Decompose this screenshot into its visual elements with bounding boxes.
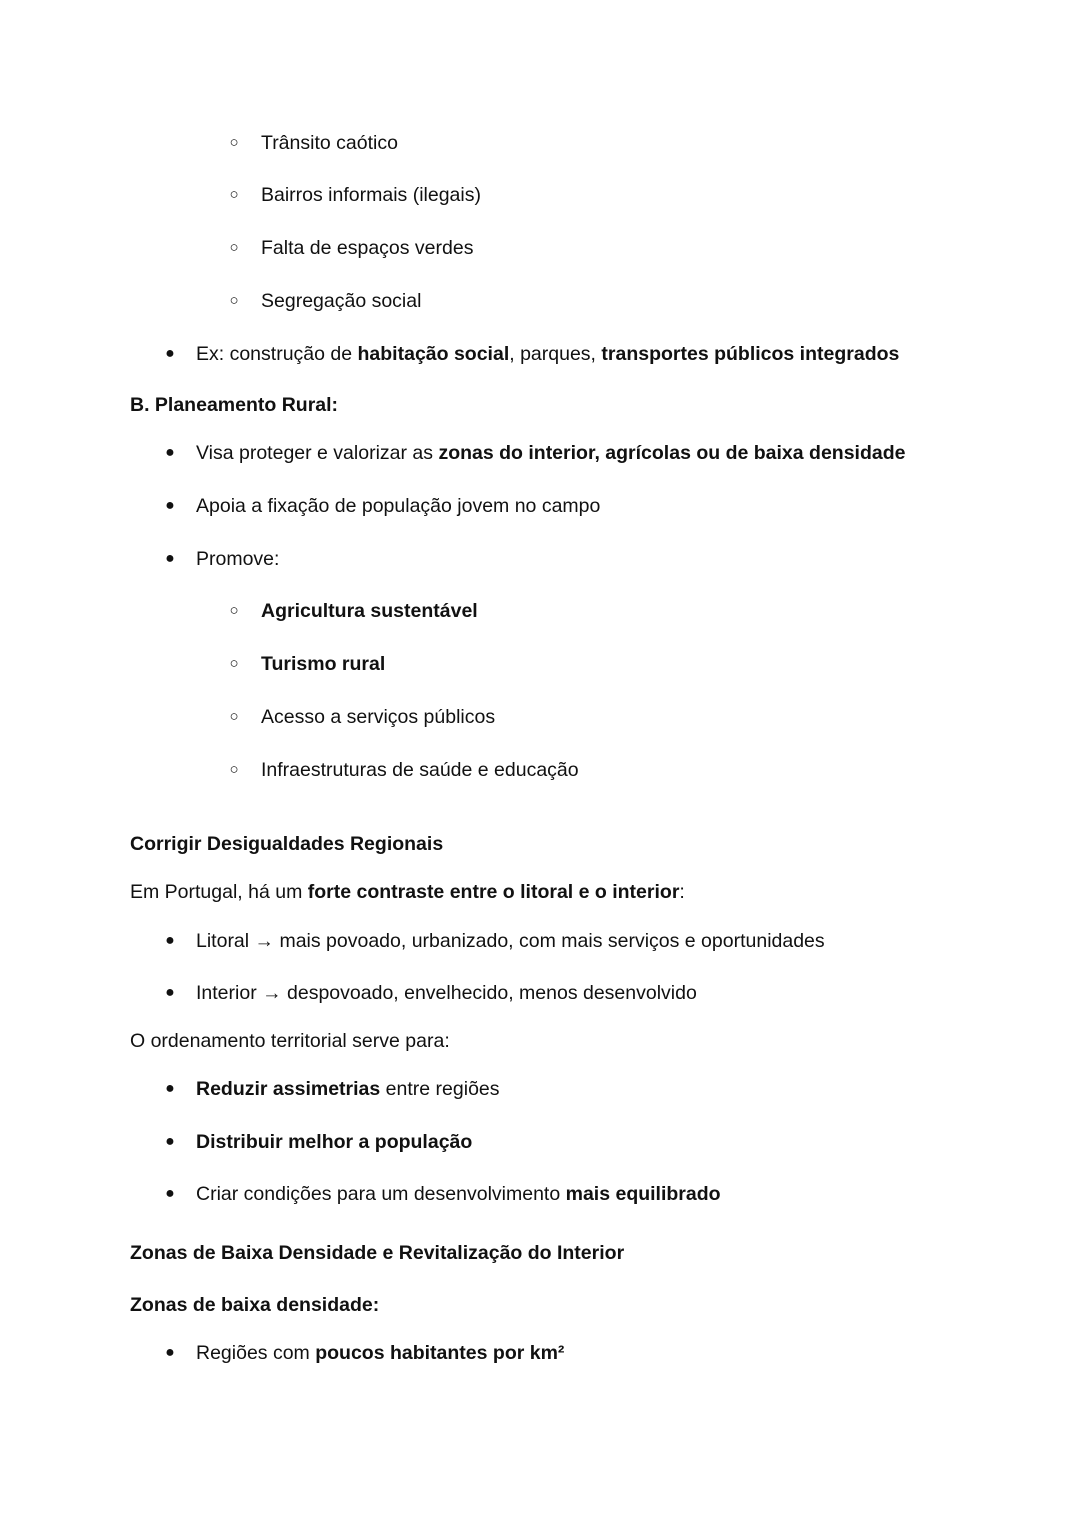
hollow-bullet-icon: ○ [229, 655, 239, 672]
heading-desigualdades: Corrigir Desigualdades Regionais [130, 833, 444, 855]
bullet-icon: ● [165, 345, 175, 362]
list-item-text: Criar condições para um desenvolvimento mais equilibrado [196, 1183, 721, 1205]
list-item-text: Falta de espaços verdes [261, 237, 474, 259]
hollow-bullet-icon: ○ [229, 761, 239, 778]
list-item-text: Trânsito caótico [261, 132, 398, 154]
heading-baixa-densidade: Zonas de Baixa Densidade e Revitalização do Interior [130, 1242, 625, 1264]
list-item-text: Bairros informais (ilegais) [261, 184, 481, 206]
bullet-icon: ● [165, 984, 175, 1001]
bullet-icon: ● [165, 1133, 175, 1150]
list-item-text: Regiões com poucos habitantes por km² [196, 1342, 565, 1364]
list-item-text: Distribuir melhor a população [196, 1131, 473, 1153]
hollow-bullet-icon: ○ [229, 708, 239, 725]
list-item-text: Reduzir assimetrias entre regiões [196, 1078, 500, 1100]
hollow-bullet-icon: ○ [229, 602, 239, 619]
bullet-icon: ● [165, 497, 175, 514]
bullet-icon: ● [165, 550, 175, 567]
bullet-icon: ● [165, 1080, 175, 1097]
list-item-text: Agricultura sustentável [261, 600, 478, 622]
list-item-text: Turismo rural [261, 653, 386, 675]
list-item-text: Interior → despovoado, envelhecido, menos desenvolvido [196, 982, 697, 1004]
bullet-icon: ● [165, 1344, 175, 1361]
list-item-text: Promove: [196, 548, 280, 570]
bullet-icon: ● [165, 932, 175, 949]
heading-rural: B. Planeamento Rural: [130, 394, 339, 416]
bullet-icon: ● [165, 1185, 175, 1202]
hollow-bullet-icon: ○ [229, 186, 239, 203]
example-text: Ex: construção de habitação social, parques, transportes públicos integrados [196, 343, 900, 365]
hollow-bullet-icon: ○ [229, 292, 239, 309]
list-item-text: Segregação social [261, 290, 422, 312]
list-item-text: Acesso a serviços públicos [261, 706, 496, 728]
hollow-bullet-icon: ○ [229, 239, 239, 256]
subheading-baixa-densidade: Zonas de baixa densidade: [130, 1294, 380, 1316]
list-item-text: Visa proteger e valorizar as zonas do interior, agrícolas ou de baixa densidade [196, 442, 906, 464]
paragraph-text: Em Portugal, há um forte contraste entre o litoral e o interior: [130, 881, 685, 903]
bullet-icon: ● [165, 444, 175, 461]
list-item-text: Litoral → mais povoado, urbanizado, com mais serviços e oportunidades [196, 930, 825, 952]
paragraph-text: O ordenamento territorial serve para: [130, 1030, 450, 1052]
list-item-text: Infraestruturas de saúde e educação [261, 759, 579, 781]
list-item-text: Apoia a fixação de população jovem no campo [196, 495, 601, 517]
hollow-bullet-icon: ○ [229, 134, 239, 151]
